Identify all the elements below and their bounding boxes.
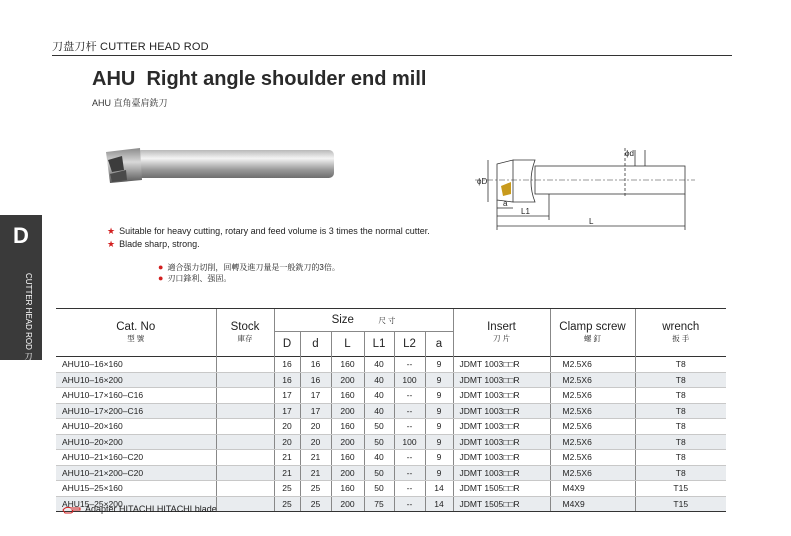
cell-L1: 40 <box>364 388 394 404</box>
col-L2: L2 <box>394 332 425 357</box>
cell-L1: 50 <box>364 465 394 481</box>
hand-pointer-icon <box>62 505 82 514</box>
cell-L2: -- <box>394 403 425 419</box>
cell-insert: JDMT 1003□□R <box>453 403 550 419</box>
bullet-icon: ● <box>158 273 164 283</box>
cell-L2: -- <box>394 481 425 497</box>
cell-D: 17 <box>274 388 300 404</box>
cell-a: 9 <box>425 419 453 435</box>
cell-d: 25 <box>300 481 331 497</box>
cell-L2: -- <box>394 388 425 404</box>
cell-cat: AHU10–20×200 <box>56 434 216 450</box>
cell-D: 20 <box>274 434 300 450</box>
cell-wrench: T8 <box>635 450 726 466</box>
cell-L: 200 <box>331 434 364 450</box>
spec-table <box>56 308 726 512</box>
page-subtitle: AHU 直角臺肩銑刀 <box>92 98 168 108</box>
cell-insert: JDMT 1003□□R <box>453 450 550 466</box>
table-row <box>56 465 726 481</box>
cell-wrench: T8 <box>635 434 726 450</box>
col-clamp-screw: Clamp screw 螺 釘 <box>550 309 635 357</box>
dim-L: L <box>589 217 594 226</box>
cell-insert: JDMT 1003□□R <box>453 357 550 373</box>
tool-photo <box>100 140 340 190</box>
cell-clamp: M2.5X6 <box>550 465 635 481</box>
feature-en-1: ★ Suitable for heavy cutting, rotary and feed volume is 3 times the normal cutter. <box>107 226 430 236</box>
dim-phi-D: ϕD <box>477 177 488 186</box>
cell-d: 21 <box>300 450 331 466</box>
cell-stock <box>216 403 274 419</box>
cell-d: 20 <box>300 434 331 450</box>
cell-D: 16 <box>274 357 300 373</box>
cell-a: 9 <box>425 434 453 450</box>
col-stock: Stock 庫存 <box>216 309 274 357</box>
section-label <box>24 273 33 384</box>
cell-L2: -- <box>394 357 425 373</box>
cell-wrench: T8 <box>635 388 726 404</box>
col-d: d <box>300 332 331 357</box>
cell-L1: 50 <box>364 481 394 497</box>
page-header: 刀盘刀杆 CUTTER HEAD ROD <box>52 41 209 53</box>
cell-insert: JDMT 1003□□R <box>453 372 550 388</box>
section-label-en: CUTTER HEAD ROD <box>24 273 33 350</box>
cell-a: 9 <box>425 403 453 419</box>
cell-D: 25 <box>274 496 300 512</box>
cell-L: 200 <box>331 372 364 388</box>
cell-D: 17 <box>274 403 300 419</box>
bullet-icon: ● <box>158 262 164 272</box>
feature-cn-2: ● 刃口鋒利、强固。 <box>158 273 232 283</box>
cell-D: 21 <box>274 450 300 466</box>
col-a: a <box>425 332 453 357</box>
cell-stock <box>216 481 274 497</box>
table-header <box>56 309 726 357</box>
table-row <box>56 403 726 419</box>
cell-L1: 40 <box>364 403 394 419</box>
cell-L2: -- <box>394 419 425 435</box>
cell-cat: AHU10–16×200 <box>56 372 216 388</box>
cell-L: 200 <box>331 496 364 512</box>
table-row <box>56 419 726 435</box>
cell-L1: 40 <box>364 450 394 466</box>
tool-diagram <box>475 142 700 234</box>
dim-phi-d: ϕd <box>625 149 634 158</box>
cell-cat: AHU10–20×160 <box>56 419 216 435</box>
table-body <box>56 357 726 512</box>
cell-clamp: M2.5X6 <box>550 403 635 419</box>
cell-wrench: T8 <box>635 465 726 481</box>
cell-insert: JDMT 1003□□R <box>453 419 550 435</box>
cell-d: 16 <box>300 357 331 373</box>
cell-L2: -- <box>394 465 425 481</box>
table-row <box>56 450 726 466</box>
cell-clamp: M2.5X6 <box>550 388 635 404</box>
cell-clamp: M2.5X6 <box>550 434 635 450</box>
cell-L: 200 <box>331 403 364 419</box>
cell-L: 160 <box>331 357 364 373</box>
cell-L1: 40 <box>364 372 394 388</box>
table-row <box>56 357 726 373</box>
cell-clamp: M2.5X6 <box>550 450 635 466</box>
cell-L2: -- <box>394 496 425 512</box>
cell-a: 9 <box>425 450 453 466</box>
cell-D: 16 <box>274 372 300 388</box>
cell-stock <box>216 465 274 481</box>
cell-a: 9 <box>425 357 453 373</box>
table-row <box>56 388 726 404</box>
cell-L2: 100 <box>394 372 425 388</box>
cell-insert: JDMT 1505□□R <box>453 481 550 497</box>
cell-stock <box>216 388 274 404</box>
table-row <box>56 481 726 497</box>
cell-clamp: M4X9 <box>550 481 635 497</box>
feature-en-2: ★ Blade sharp, strong. <box>107 239 200 249</box>
cell-d: 17 <box>300 403 331 419</box>
cell-L: 160 <box>331 450 364 466</box>
cell-wrench: T8 <box>635 357 726 373</box>
cell-clamp: M2.5X6 <box>550 419 635 435</box>
cell-a: 14 <box>425 481 453 497</box>
cell-cat: AHU10–21×200–C20 <box>56 465 216 481</box>
cell-D: 25 <box>274 481 300 497</box>
cell-cat: AHU10–16×160 <box>56 357 216 373</box>
dim-L1: L1 <box>521 207 530 216</box>
star-icon: ★ <box>107 239 116 249</box>
table-row <box>56 372 726 388</box>
cell-cat: AHU10–17×160–C16 <box>56 388 216 404</box>
cell-clamp: M2.5X6 <box>550 357 635 373</box>
cell-d: 17 <box>300 388 331 404</box>
cell-a: 14 <box>425 496 453 512</box>
cell-L: 160 <box>331 388 364 404</box>
cell-stock <box>216 450 274 466</box>
cell-insert: JDMT 1003□□R <box>453 434 550 450</box>
cell-cat: AHU15–25×200 <box>56 496 216 512</box>
feature-cn-1: ● 適合强力切削，回轉及進刀量是一般銑刀的3倍。 <box>158 262 340 272</box>
cell-wrench: T8 <box>635 419 726 435</box>
col-size: Size 尺 寸 <box>274 309 453 332</box>
header-divider <box>52 55 732 56</box>
cell-insert: JDMT 1003□□R <box>453 465 550 481</box>
section-label-cn: 刀盘刀杆 <box>24 352 33 385</box>
cell-a: 9 <box>425 372 453 388</box>
cell-d: 21 <box>300 465 331 481</box>
cell-a: 9 <box>425 388 453 404</box>
cell-stock <box>216 372 274 388</box>
col-insert: Insert 刀 片 <box>453 309 550 357</box>
cell-L1: 50 <box>364 419 394 435</box>
col-cat-no: Cat. No 型 號 <box>56 309 216 357</box>
cell-L1: 40 <box>364 357 394 373</box>
cell-L: 160 <box>331 419 364 435</box>
cell-wrench: T15 <box>635 481 726 497</box>
cell-a: 9 <box>425 465 453 481</box>
cell-clamp: M2.5X6 <box>550 372 635 388</box>
section-tab <box>0 215 42 385</box>
cell-insert: JDMT 1003□□R <box>453 388 550 404</box>
cell-stock <box>216 496 274 512</box>
col-L1: L1 <box>364 332 394 357</box>
cell-cat: AHU15–25×160 <box>56 481 216 497</box>
star-icon: ★ <box>107 226 116 236</box>
cell-wrench: T8 <box>635 372 726 388</box>
cell-cat: AHU10–21×160–C20 <box>56 450 216 466</box>
cell-clamp: M4X9 <box>550 496 635 512</box>
cell-wrench: T8 <box>635 403 726 419</box>
cell-L: 200 <box>331 465 364 481</box>
cell-L1: 50 <box>364 434 394 450</box>
cell-L2: -- <box>394 450 425 466</box>
cell-D: 20 <box>274 419 300 435</box>
cell-cat: AHU10–17×200–C16 <box>56 403 216 419</box>
cell-d: 16 <box>300 372 331 388</box>
page-title: AHU Right angle shoulder end mill <box>92 68 427 90</box>
table-row <box>56 434 726 450</box>
cell-stock <box>216 419 274 435</box>
section-letter: D <box>13 223 29 248</box>
cell-insert: JDMT 1505□□R <box>453 496 550 512</box>
cell-L: 160 <box>331 481 364 497</box>
footnote: Adapter HITACHI HITACHI blade <box>62 504 217 514</box>
col-D: D <box>274 332 300 357</box>
col-wrench: wrench 扳 手 <box>635 309 726 357</box>
cell-wrench: T15 <box>635 496 726 512</box>
cell-D: 21 <box>274 465 300 481</box>
cell-stock <box>216 434 274 450</box>
cell-d: 25 <box>300 496 331 512</box>
dim-a: a <box>503 199 508 208</box>
cell-stock <box>216 357 274 373</box>
cell-L1: 75 <box>364 496 394 512</box>
col-L: L <box>331 332 364 357</box>
cell-d: 20 <box>300 419 331 435</box>
cell-L2: 100 <box>394 434 425 450</box>
